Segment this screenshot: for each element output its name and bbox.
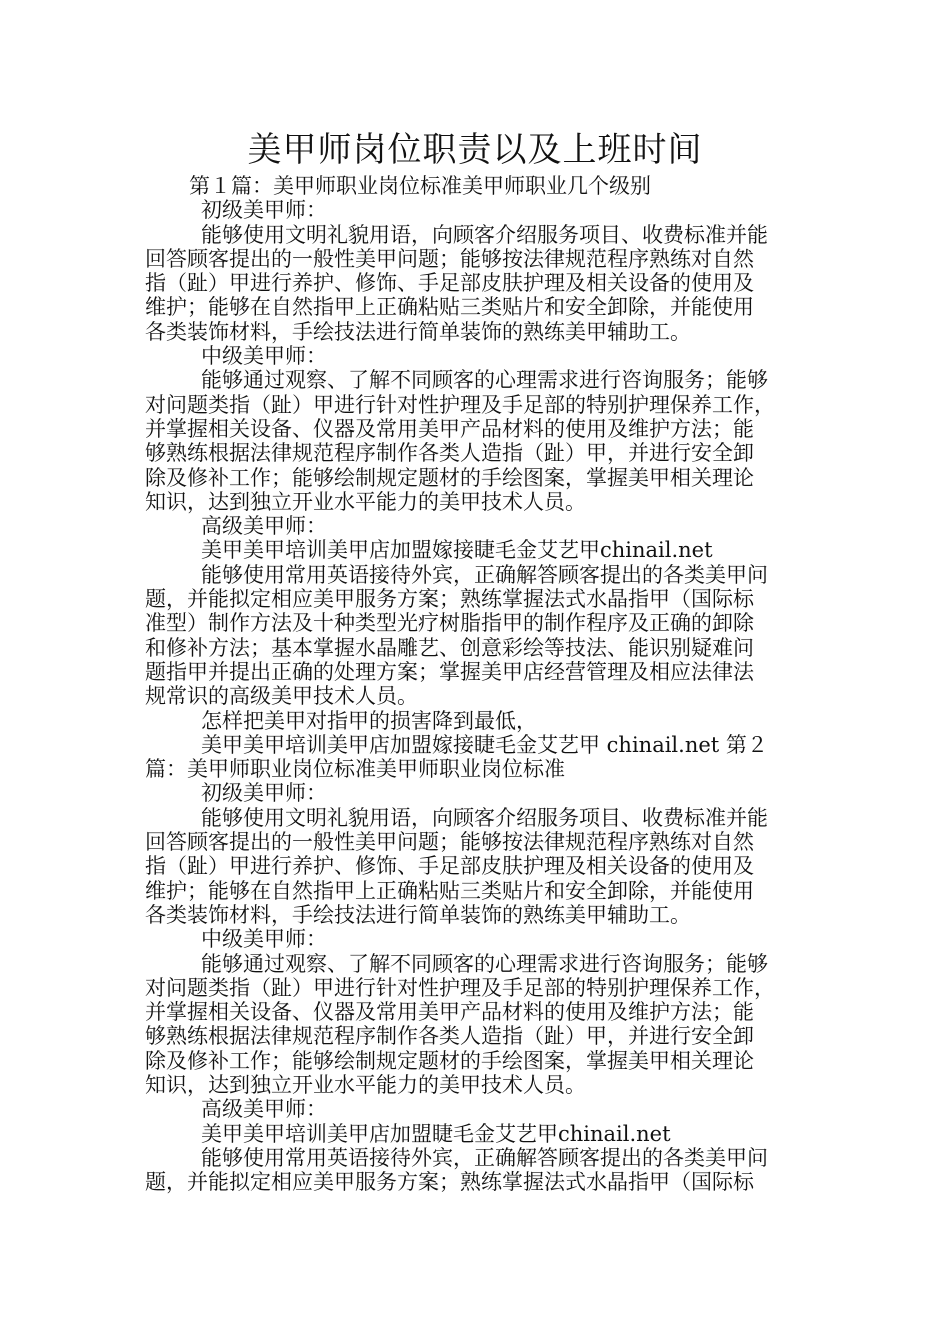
text-line: 高级美甲师： [201, 1097, 327, 1122]
text-line: 怎样把美甲对指甲的损害降到最低， [201, 708, 537, 733]
text-line: 美甲美甲培训美甲店加盟嫁接睫毛金艾艺甲chinail.net [201, 538, 713, 563]
text-line: 能够通过观察、了解不同顾客的心理需求进行咨询服务；能够 [201, 951, 768, 976]
text-line: 回答顾客提出的一般性美甲问题；能够按法律规范程序熟练对自然 [145, 830, 754, 855]
text-line: 维护；能够在自然指甲上正确粘贴三类贴片和安全卸除，并能使用 [145, 295, 754, 320]
text-line: 美甲美甲培训美甲店加盟睫毛金艾艺甲chinail.net [201, 1121, 671, 1146]
text-line: 初级美甲师： [201, 781, 327, 806]
text-line: 回答顾客提出的一般性美甲问题；能够按法律规范程序熟练对自然 [145, 246, 754, 271]
text-line: 能够使用常用英语接待外宾，正确解答顾客提出的各类美甲问 [201, 1145, 768, 1170]
text-line: 题指甲并提出正确的处理方案；掌握美甲店经营管理及相应法律法 [145, 659, 754, 684]
text-line: 中级美甲师： [201, 927, 327, 952]
text-line: 维护；能够在自然指甲上正确粘贴三类贴片和安全卸除，并能使用 [145, 878, 754, 903]
text-line: 各类装饰材料，手绘技法进行简单装饰的熟练美甲辅助工。 [145, 902, 691, 927]
text-line: 对问题类指（趾）甲进行针对性护理及手足部的特别护理保养工作， [145, 392, 775, 417]
text-line: 能够使用文明礼貌用语，向顾客介绍服务项目、收费标准并能 [201, 222, 768, 247]
text-line: 中级美甲师： [201, 344, 327, 369]
text-line: 篇：美甲师职业岗位标准美甲师职业岗位标准 [145, 757, 565, 782]
text-line: 高级美甲师： [201, 514, 327, 539]
text-line: 和修补方法；基本掌握水晶雕艺、创意彩绘等技法、能识别疑难问 [145, 635, 754, 660]
text-line: 除及修补工作；能够绘制规定题材的手绘图案，掌握美甲相关理论 [145, 465, 754, 490]
text-line: 指（趾）甲进行养护、修饰、手足部皮肤护理及相关设备的使用及 [145, 854, 754, 879]
text-line: 题，并能拟定相应美甲服务方案；熟练掌握法式水晶指甲（国际标 [145, 1170, 754, 1195]
text-line: 除及修补工作；能够绘制规定题材的手绘图案，掌握美甲相关理论 [145, 1048, 754, 1073]
text-line: 准型）制作方法及十种类型光疗树脂指甲的制作程序及正确的卸除 [145, 611, 754, 636]
text-line: 能够使用文明礼貌用语，向顾客介绍服务项目、收费标准并能 [201, 805, 768, 830]
text-line: 对问题类指（趾）甲进行针对性护理及手足部的特别护理保养工作， [145, 975, 775, 1000]
text-line: 能够通过观察、了解不同顾客的心理需求进行咨询服务；能够 [201, 368, 768, 393]
text-line: 够熟练根据法律规范程序制作各类人造指（趾）甲，并进行安全卸 [145, 441, 754, 466]
text-line: 并掌握相关设备、仪器及常用美甲产品材料的使用及维护方法；能 [145, 1000, 754, 1025]
text-line: 知识，达到独立开业水平能力的美甲技术人员。 [145, 1072, 586, 1097]
text-line: 各类装饰材料，手绘技法进行简单装饰的熟练美甲辅助工。 [145, 319, 691, 344]
text-line: 指（趾）甲进行养护、修饰、手足部皮肤护理及相关设备的使用及 [145, 271, 754, 296]
text-line: 能够使用常用英语接待外宾，正确解答顾客提出的各类美甲问 [201, 562, 768, 587]
document-body [145, 174, 815, 1194]
text-line: 题，并能拟定相应美甲服务方案；熟练掌握法式水晶指甲（国际标 [145, 587, 754, 612]
text-line: 并掌握相关设备、仪器及常用美甲产品材料的使用及维护方法；能 [145, 416, 754, 441]
text-line: 美甲美甲培训美甲店加盟嫁接睫毛金艾艺甲 chinail.net 第２ [201, 732, 768, 757]
text-line: 够熟练根据法律规范程序制作各类人造指（趾）甲，并进行安全卸 [145, 1024, 754, 1049]
text-line: 规常识的高级美甲技术人员。 [145, 684, 418, 709]
text-line: 初级美甲师： [201, 198, 327, 223]
text-line: 知识，达到独立开业水平能力的美甲技术人员。 [145, 489, 586, 514]
text-line: 第１篇：美甲师职业岗位标准美甲师职业几个级别 [189, 174, 651, 198]
document-title: 美甲师岗位职责以及上班时间 [247, 130, 703, 170]
